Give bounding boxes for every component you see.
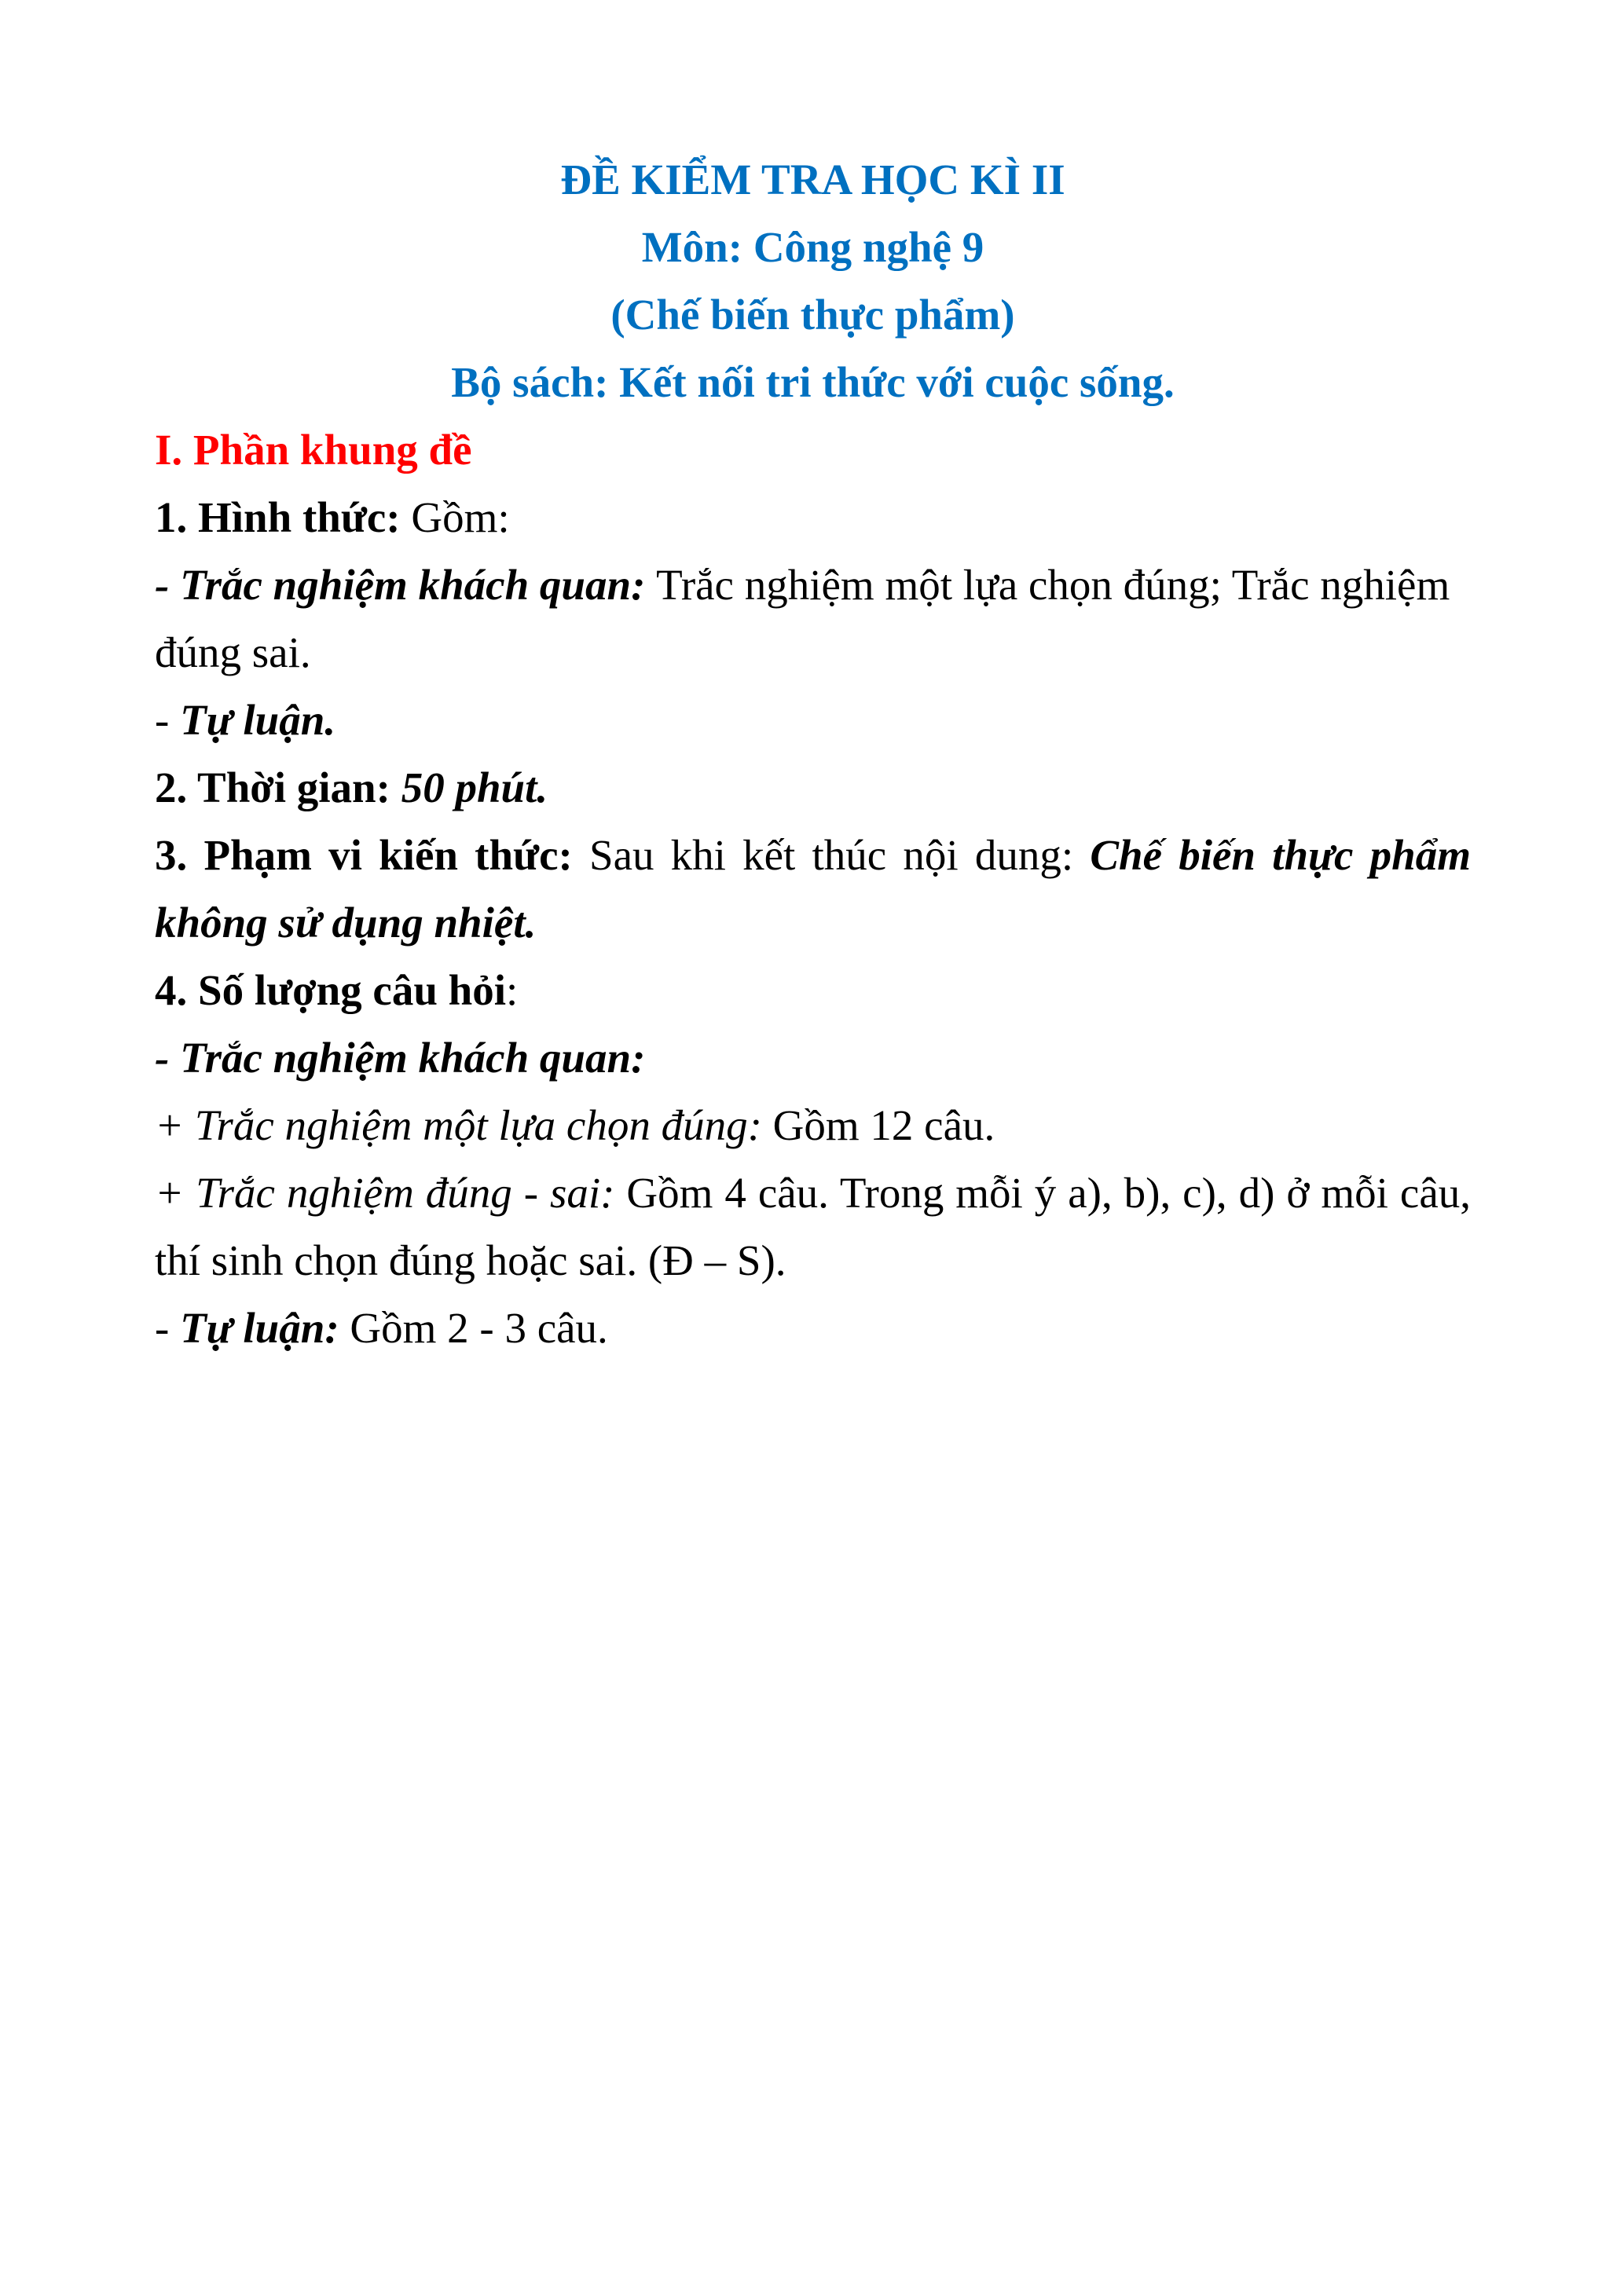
para-tu-luan (155, 687, 1471, 754)
para-tn-dung-sai (155, 1159, 1471, 1294)
run-dash: - (155, 696, 181, 744)
para-tu-luan-so-cau (155, 1294, 1471, 1362)
run-label: 3. Phạm vi kiến thức: (155, 831, 589, 879)
run-label: + Trắc nghiệm đúng - sai: (155, 1169, 627, 1217)
run-value: 50 phút. (401, 764, 548, 811)
section-heading-khung-de: I. Phần khung đề (155, 426, 472, 474)
para-thoi-gian (155, 754, 1471, 822)
run-text: Trắc nghiệm một lựa chọn đúng; Trắc nghiệm đúng sai. (155, 561, 1450, 676)
run-label: 1. Hình thức: (155, 493, 412, 541)
run-label: - Trắc nghiệm khách quan: (155, 1034, 646, 1082)
para-pham-vi-kien-thuc (155, 822, 1471, 957)
para-tn-khach-quan-heading (155, 1024, 1471, 1092)
para-hinh-thuc (155, 484, 1471, 551)
run-text: Gồm: (411, 493, 510, 541)
run-text: Gồm 12 câu. (772, 1101, 995, 1149)
run-text: Gồm 4 câu. Trong mỗi ý a), b), c), d) ở mỗi câu, thí sinh chọn đúng hoặc sai. (Đ – S). (155, 1169, 1471, 1284)
run-label: 2. Thời gian: (155, 764, 401, 811)
run-colon: : (506, 966, 519, 1014)
run-text: Sau khi kết thúc nội dung: (588, 831, 1091, 879)
doc-subject: Môn: Công nghệ 9 (641, 223, 984, 271)
run-label: + Trắc nghiệm một lựa chọn đúng: (155, 1101, 773, 1149)
run-text: Gồm 2 - 3 câu. (339, 1304, 608, 1352)
doc-title: ĐỀ KIỂM TRA HỌC KÌ II (560, 156, 1065, 203)
run-emphasis: Chế biến thực phẩm không sử dụng nhiệt. (155, 831, 1471, 947)
para-so-luong-cau-hoi (155, 957, 1471, 1024)
doc-subtopic: (Chế biến thực phẩm) (610, 291, 1015, 339)
para-tn-mot-lua-chon (155, 1092, 1471, 1159)
run-label: Tự luận: (180, 1304, 339, 1352)
run-label: 4. Số lượng câu hỏi (155, 966, 507, 1014)
run-label: Tự luận. (180, 696, 336, 744)
run-dash: - (155, 1304, 181, 1352)
doc-book-series: Bộ sách: Kết nối tri thức với cuộc sống. (451, 358, 1175, 406)
run-label: - Trắc nghiệm khách quan: (155, 561, 657, 609)
para-trac-nghiem-khach-quan (155, 551, 1471, 687)
